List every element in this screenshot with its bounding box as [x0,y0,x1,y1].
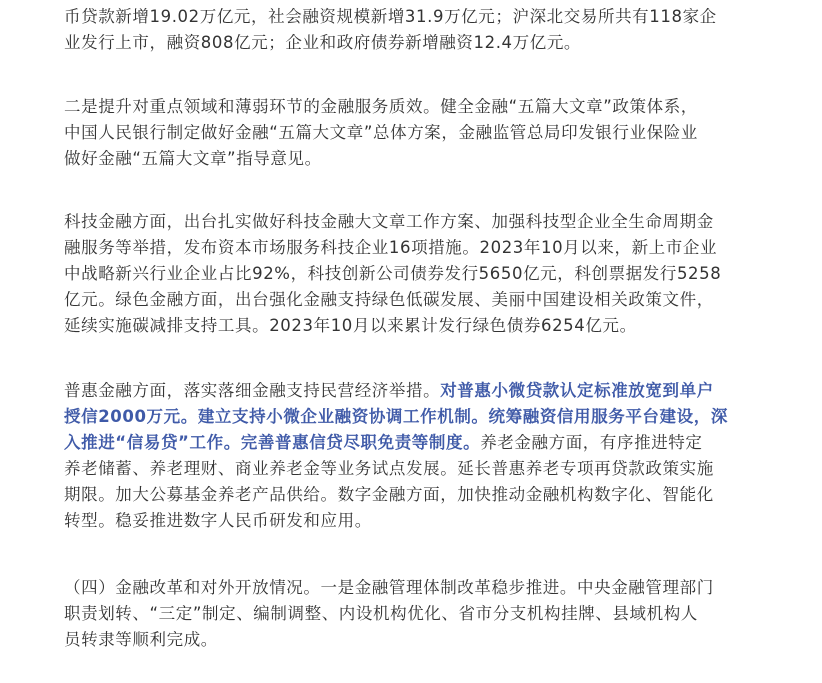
text-line [64,430,728,456]
text-line: 亿元。绿色金融方面，出台强化金融支持绿色低碳发展、美丽中国建设相关政策文件， [64,290,714,309]
text-line: 职责划转、“三定”制定、编制调整、内设机构优化、省市分支机构挂牌、县域机构人 [64,604,698,623]
text-line: 中国人民银行制定做好金融“五篇大文章”总体方案，金融监管总局印发银行业保险业 [64,123,698,142]
highlighted-text: 入推进“信易贷”工作。完善普惠信贷尽职免责等制度。 [64,433,481,452]
text-line: 员转隶等顺利完成。 [64,630,218,649]
text-line [64,378,728,404]
paragraph-tech-green-finance [64,209,721,339]
text-line: 融服务等举措，发布资本市场服务科技企业16项措施。2023年10月以来，新上市企业 [64,238,718,257]
paragraph-key-areas [64,94,698,172]
highlighted-text: 对普惠小微贷款认定标准放宽到单户 [440,381,714,400]
text-line: 币贷款新增19.02万亿元，社会融资规模新增31.9万亿元；沪深北交易所共有118家企 [64,7,717,26]
text-line: 延续实施碳减排支持工具。2023年10月以来累计发行绿色债券6254亿元。 [64,316,637,335]
paragraph-reform-opening [64,575,714,653]
text-line: 业发行上市，融资808亿元；企业和政府债券新增融资12.4万亿元。 [64,33,582,52]
highlighted-text: 授信2000万元。建立支持小微企业融资协调工作机制。统筹融资信用服务平台建设，深 [64,407,728,426]
paragraph-inclusive-finance [64,378,728,534]
text-line: 做好金融“五篇大文章”指导意见。 [64,149,322,168]
text-line: 中战略新兴行业企业占比92%，科技创新公司债券发行5650亿元，科创票据发行5258 [64,264,722,283]
plain-text: 养老金融方面，有序推进特定 [480,433,703,452]
paragraph-financing-stats [64,4,717,56]
text-line: （四）金融改革和对外开放情况。一是金融管理体制改革稳步推进。中央金融管理部门 [64,578,714,597]
text-line: 转型。稳妥推进数字人民币研发和应用。 [64,511,372,530]
text-line: 期限。加大公募基金养老产品供给。数字金融方面，加快推动金融机构数字化、智能化 [64,485,714,504]
text-line: 二是提升对重点领域和薄弱环节的金融服务质效。健全金融“五篇大文章”政策体系， [64,97,698,116]
text-line: 科技金融方面，出台扎实做好科技金融大文章工作方案、加强科技型企业全生命周期金 [64,212,714,231]
plain-text: 普惠金融方面，落实落细金融支持民营经济举措。 [64,381,441,400]
text-line: 养老储蓄、养老理财、商业养老金等业务试点发展。延长普惠养老专项再贷款政策实施 [64,459,714,478]
